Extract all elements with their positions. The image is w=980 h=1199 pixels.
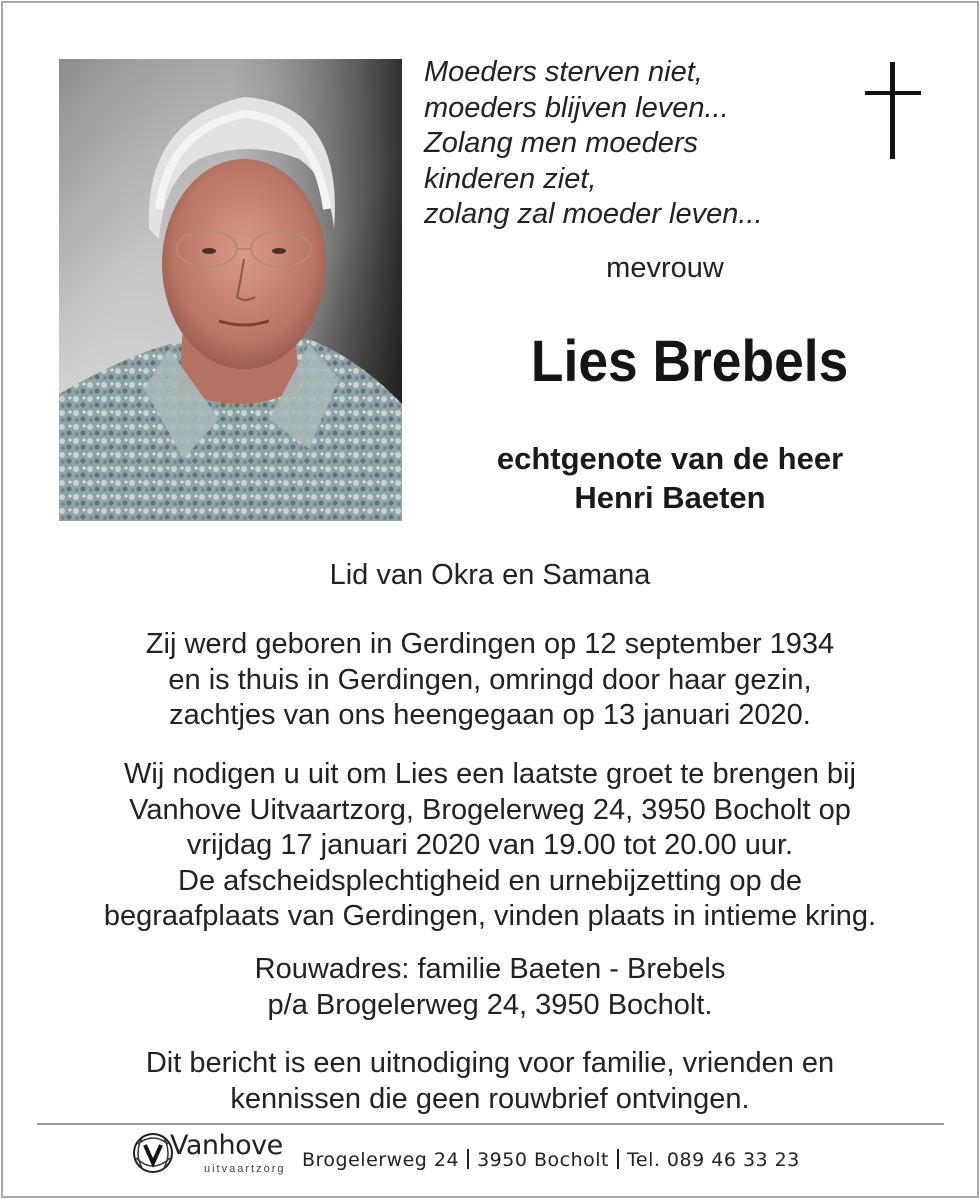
poem-line: Moeders sterven niet, [424, 56, 703, 88]
spouse-line-2: Henri Baeten [574, 480, 766, 515]
paragraph-line: kennissen die geen rouwbrief ontvingen. [230, 1082, 750, 1115]
membership-text [40, 558, 940, 594]
footer-separator [467, 1149, 469, 1169]
spouse-info [430, 439, 910, 517]
membership-line: Lid van Okra en Samana [329, 559, 651, 591]
poem-line: Zolang men moeders [424, 127, 699, 159]
footer-phone: Tel. 089 46 33 23 [627, 1149, 800, 1171]
footer-divider [37, 1123, 944, 1125]
poem [424, 55, 824, 233]
spouse-line-1: echtgenote van de heer [496, 441, 844, 476]
cross-icon [864, 62, 922, 160]
paragraph-line: zachtjes van ons heengegaan op 13 januari 2020. [169, 699, 811, 731]
paragraph-line: Zij werd geboren in Gerdingen op 12 september 1934 [145, 628, 835, 660]
paragraph-line: Dit bericht is een uitnodiging voor familie, vrienden en [145, 1047, 835, 1079]
poem-line: zolang zal moeder leven... [424, 198, 763, 230]
notice-paragraph [40, 1046, 940, 1117]
mourning-address [40, 952, 940, 1023]
honorific [515, 252, 815, 285]
paragraph-line: De afscheidsplechtigheid en urnebijzetting op de [178, 864, 802, 897]
poem-line: kinderen ziet, [424, 162, 597, 195]
poem-line: moeders blijven leven... [424, 91, 729, 124]
logo-name: Vanhove [170, 1130, 283, 1161]
footer-contact [302, 1149, 800, 1171]
deceased-name: Lies Brebels [530, 329, 849, 394]
paragraph-line: vrijdag 17 januari 2020 van 19.00 tot 20.00 uur. [186, 829, 794, 861]
birth-death-paragraph [40, 627, 940, 734]
portrait-photo [59, 59, 402, 521]
invitation-paragraph [40, 757, 940, 935]
paragraph-line: Wij nodigen u uit om Lies een laatste groet te brengen bij [124, 758, 856, 790]
footer-separator [617, 1149, 619, 1169]
paragraph-line: p/a Brogelerweg 24, 3950 Bocholt. [267, 988, 713, 1021]
logo-subtitle: uitvaartzorg [204, 1163, 286, 1175]
paragraph-line: en is thuis in Gerdingen, omringd door haar gezin, [168, 663, 812, 696]
footer-city: 3950 Bocholt [477, 1149, 609, 1171]
paragraph-line: Rouwadres: familie Baeten - Brebels [254, 953, 726, 985]
paragraph-line: Vanhove Uitvaartzorg, Brogelerweg 24, 3950 Bocholt op [129, 793, 851, 826]
honorific-text: mevrouw [606, 252, 724, 284]
paragraph-line: begraafplaats van Gerdingen, vinden plaats in intieme kring. [103, 900, 877, 932]
footer-address: Brogelerweg 24 [302, 1149, 460, 1171]
vanhove-logo [130, 1130, 290, 1178]
